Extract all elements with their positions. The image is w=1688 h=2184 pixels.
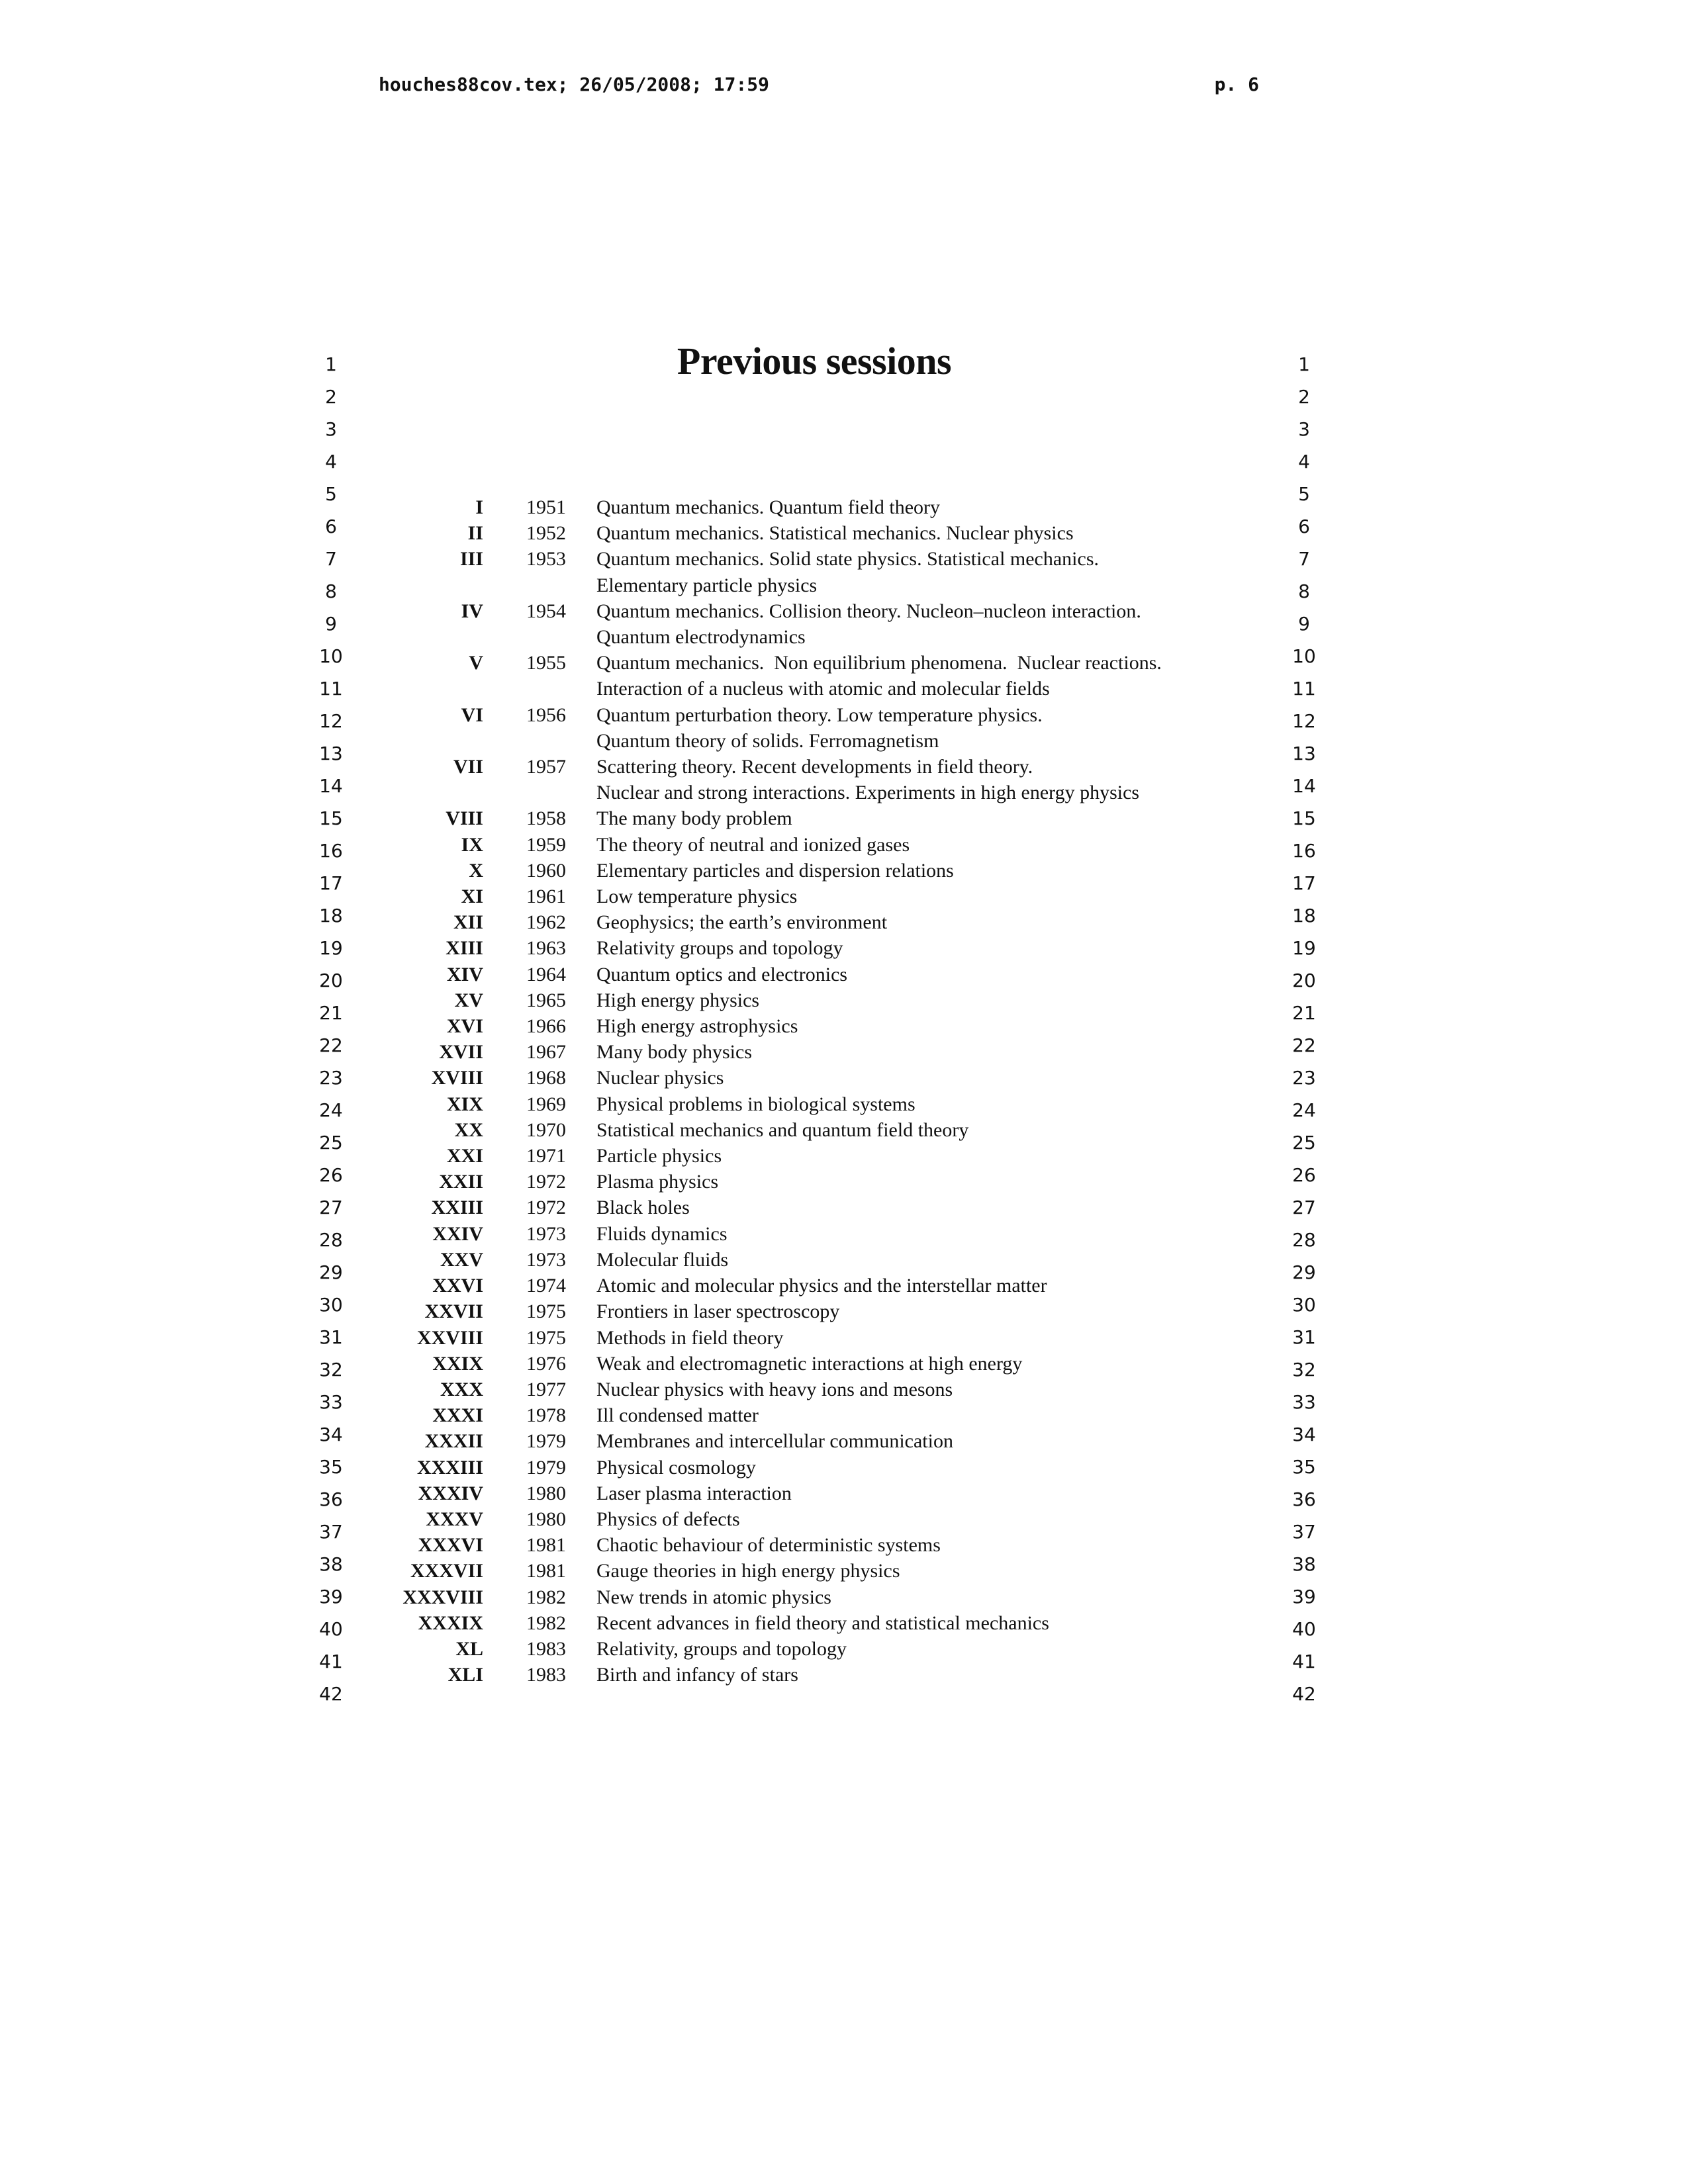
session-number: XXXI [432,1404,483,1427]
session-year: 1968 [526,1067,566,1089]
line-number: 27 [1292,1197,1316,1218]
session-row [371,1506,1271,1532]
line-number: 38 [1292,1553,1316,1575]
session-number: XXVI [432,1275,483,1297]
line-number: 17 [1292,872,1316,894]
session-number [371,728,483,754]
session-row [371,1065,1271,1091]
session-number: XX [454,1118,483,1141]
session-row [371,1117,1271,1143]
line-number: 12 [319,710,343,732]
session-topic: Physical cosmology [596,1456,756,1479]
session-year: 1957 [526,756,566,778]
session-number: VII [453,756,483,778]
line-number: 7 [1298,548,1310,570]
session-number [371,624,483,650]
session-number: XV [454,989,483,1011]
line-number: 10 [1292,645,1316,667]
session-topic: Weak and electromagnetic interactions at high energy [596,1352,1023,1375]
session-year: 1980 [526,1482,566,1504]
session-year: 1956 [526,704,566,726]
session-year: 1979 [526,1430,566,1453]
session-row [371,1247,1271,1273]
session-topic: Relativity groups and topology [596,937,843,960]
line-number: 18 [319,905,343,927]
line-number: 2 [1298,386,1310,408]
session-year: 1961 [526,886,566,908]
session-row [371,1091,1271,1117]
session-topic: The theory of neutral and ionized gases [596,833,910,856]
session-number: XXXVII [410,1560,483,1582]
session-row [371,909,1271,935]
session-number: XIII [445,937,483,960]
session-row [371,1532,1271,1558]
session-row [371,1455,1271,1480]
line-number: 15 [1292,807,1316,829]
session-year: 1955 [526,652,566,674]
line-number: 31 [319,1326,343,1348]
line-number: 14 [319,775,343,797]
line-number: 25 [319,1132,343,1154]
session-year: 1960 [526,859,566,882]
session-topic: Low temperature physics [596,886,798,908]
line-number: 5 [325,483,337,505]
session-number: III [459,548,483,570]
line-number: 13 [319,743,343,764]
session-year: 1969 [526,1093,566,1115]
line-number: 4 [325,451,337,473]
line-number: 24 [319,1099,343,1121]
session-number: IX [461,833,483,856]
line-number: 35 [319,1456,343,1478]
session-number: VIII [445,807,483,830]
session-number: X [469,859,483,882]
session-row [371,884,1271,909]
line-number: 41 [1292,1651,1316,1672]
session-year: 1981 [526,1560,566,1582]
session-year: 1981 [526,1534,566,1557]
line-number: 25 [1292,1132,1316,1154]
page-title: Previous sessions [677,340,952,383]
line-number: 30 [319,1294,343,1316]
session-year: 1979 [526,1456,566,1479]
session-topic: Nuclear physics with heavy ions and mesons [596,1378,953,1400]
session-row [371,572,1271,598]
session-row [371,702,1271,728]
session-year: 1952 [526,522,566,545]
session-number: XXII [439,1171,483,1193]
session-year: 1982 [526,1612,566,1634]
session-topic: Elementary particles and dispersion relations [596,859,954,882]
line-number: 15 [319,807,343,829]
session-number: XXX [440,1378,483,1400]
session-year: 1967 [526,1041,566,1064]
session-row [371,650,1271,676]
line-numbers-left [311,348,351,1710]
session-year: 1982 [526,1586,566,1608]
session-number: XI [461,886,483,908]
session-number: XIX [446,1093,483,1115]
session-number: XXXIII [416,1456,483,1479]
session-topic: Recent advances in field theory and statistical mechanics [596,1612,1049,1634]
session-topic: Atomic and molecular physics and the interstellar matter [596,1275,1047,1297]
line-number: 1 [1298,353,1310,375]
session-topic: Chaotic behaviour of deterministic systems [596,1534,941,1557]
line-number: 7 [325,548,337,570]
line-number: 32 [1292,1359,1316,1381]
session-row [371,805,1271,831]
session-topic: Scattering theory. Recent developments in field theory. [596,756,1033,778]
session-row [371,1558,1271,1584]
session-number: XIV [446,963,483,985]
session-row [371,1039,1271,1065]
line-number: 37 [319,1521,343,1543]
session-number [371,572,483,598]
line-number: 28 [1292,1229,1316,1251]
session-topic: Frontiers in laser spectroscopy [596,1300,840,1323]
session-topic: Molecular fluids [596,1248,729,1271]
session-number: XXXII [424,1430,483,1453]
session-year [483,572,566,598]
line-number: 3 [1298,418,1310,440]
session-row [371,728,1271,754]
session-number: XVI [446,1015,483,1038]
line-number: 24 [1292,1099,1316,1121]
session-year: 1971 [526,1145,566,1167]
session-topic: Quantum mechanics. Solid state physics. Statistical mechanics. [596,548,1100,570]
line-number: 20 [1292,970,1316,991]
session-row [371,858,1271,884]
session-number: XL [455,1637,483,1660]
session-row [371,1221,1271,1247]
line-number: 4 [1298,451,1310,473]
session-topic: Many body physics [596,1041,752,1064]
line-number: 26 [1292,1164,1316,1186]
session-topic: Ill condensed matter [596,1404,759,1427]
session-topic: Statistical mechanics and quantum field theory [596,1118,969,1141]
line-number: 19 [1292,937,1316,959]
line-number: 23 [319,1067,343,1089]
line-number: 22 [1292,1034,1316,1056]
session-number: IV [461,600,483,622]
session-row [371,1143,1271,1169]
session-row [371,598,1271,624]
session-year: 1973 [526,1248,566,1271]
line-number: 9 [325,613,337,635]
session-number: XXXIX [418,1612,483,1634]
line-numbers-right [1284,348,1324,1710]
line-number: 40 [1292,1618,1316,1640]
session-number: XXIV [432,1222,483,1245]
session-row [371,1377,1271,1402]
session-topic: Laser plasma interaction [596,1482,792,1504]
session-topic: Geophysics; the earth’s environment [596,911,888,934]
line-number: 6 [1298,516,1310,537]
session-number [371,676,483,702]
source-file-stamp: houches88cov.tex; 26/05/2008; 17:59 [379,73,770,95]
line-number: 6 [325,516,337,537]
line-number: 38 [319,1553,343,1575]
session-topic: Gauge theories in high energy physics [596,1560,900,1582]
session-year [483,624,566,650]
line-number: 17 [319,872,343,894]
line-number: 31 [1292,1326,1316,1348]
session-topic: High energy astrophysics [596,1015,798,1038]
line-number: 37 [1292,1521,1316,1543]
session-number: XXV [440,1248,483,1271]
session-row [371,494,1271,520]
line-number: 1 [325,353,337,375]
session-row [371,1325,1271,1351]
line-number: 9 [1298,613,1310,635]
session-topic: Plasma physics [596,1171,719,1193]
session-year: 1953 [526,548,566,570]
page-header [379,71,1259,98]
sessions-list [371,494,1271,1688]
session-year: 1962 [526,911,566,934]
session-number: XXI [446,1145,483,1167]
session-year: 1959 [526,833,566,856]
line-number: 27 [319,1197,343,1218]
session-topic: Quantum electrodynamics [596,626,806,649]
line-number: 23 [1292,1067,1316,1089]
session-row [371,520,1271,546]
session-row [371,1584,1271,1610]
session-year: 1951 [526,496,566,518]
session-year [483,676,566,702]
line-number: 40 [319,1618,343,1640]
session-row [371,1195,1271,1220]
line-number: 26 [319,1164,343,1186]
line-number: 35 [1292,1456,1316,1478]
session-topic: Birth and infancy of stars [596,1664,798,1686]
session-number: XVIII [431,1067,483,1089]
session-row [371,624,1271,650]
session-topic: Interaction of a nucleus with atomic and molecular fields [596,678,1050,700]
line-number: 10 [319,645,343,667]
session-row [371,1273,1271,1298]
session-number [371,780,483,805]
line-number: 41 [319,1651,343,1672]
session-number: I [475,496,483,518]
session-year: 1973 [526,1222,566,1245]
line-number: 2 [325,386,337,408]
session-year [483,780,566,805]
session-topic: Elementary particle physics [596,574,818,596]
line-number: 8 [1298,580,1310,602]
session-row [371,1662,1271,1688]
session-number: XXXV [426,1508,483,1530]
session-topic: Quantum theory of solids. Ferromagnetism [596,729,939,752]
line-number: 34 [1292,1424,1316,1445]
session-topic: Particle physics [596,1145,722,1167]
session-row [371,962,1271,987]
line-number: 36 [1292,1488,1316,1510]
line-number: 21 [1292,1002,1316,1024]
session-year: 1983 [526,1664,566,1686]
session-year: 1972 [526,1197,566,1219]
line-number: 11 [319,678,343,700]
session-row [371,832,1271,858]
session-topic: Methods in field theory [596,1326,784,1349]
session-year: 1958 [526,807,566,830]
session-number: II [467,522,483,545]
line-number: 20 [319,970,343,991]
line-number: 42 [1292,1683,1316,1705]
session-number: XXVIII [416,1326,483,1349]
session-topic: Quantum mechanics. Collision theory. Nucleon–nucleon interaction. [596,600,1141,622]
session-topic: Black holes [596,1197,690,1219]
session-year: 1972 [526,1171,566,1193]
line-number: 39 [319,1586,343,1608]
session-row [371,1402,1271,1428]
session-row [371,935,1271,961]
session-number: XXXIV [418,1482,483,1504]
session-year: 1974 [526,1275,566,1297]
session-year: 1965 [526,989,566,1011]
session-year: 1980 [526,1508,566,1530]
session-topic: Membranes and intercellular communication [596,1430,953,1453]
line-number: 36 [319,1488,343,1510]
session-year: 1976 [526,1352,566,1375]
line-number: 14 [1292,775,1316,797]
session-row [371,987,1271,1013]
session-topic: Relativity, groups and topology [596,1637,847,1660]
session-topic: Quantum mechanics. Quantum field theory [596,496,941,518]
session-number: V [469,652,483,674]
session-topic: Physical problems in biological systems [596,1093,915,1115]
line-number: 39 [1292,1586,1316,1608]
session-topic: Physics of defects [596,1508,740,1530]
session-row [371,1169,1271,1195]
session-row [371,1428,1271,1454]
session-topic: Fluids dynamics [596,1222,727,1245]
session-topic: High energy physics [596,989,760,1011]
session-row [371,546,1271,572]
session-topic: New trends in atomic physics [596,1586,831,1608]
line-number: 19 [319,937,343,959]
session-topic: Nuclear and strong interactions. Experiments in high energy physics [596,782,1140,804]
line-number: 33 [1292,1391,1316,1413]
line-number: 3 [325,418,337,440]
line-number: 33 [319,1391,343,1413]
line-number: 22 [319,1034,343,1056]
line-number: 29 [319,1261,343,1283]
session-number: XII [453,911,483,934]
session-year: 1963 [526,937,566,960]
session-row [371,780,1271,805]
line-number: 21 [319,1002,343,1024]
session-year: 1954 [526,600,566,622]
session-topic: Quantum optics and electronics [596,963,848,985]
session-number: XVII [439,1041,483,1064]
session-topic: The many body problem [596,807,792,830]
session-year: 1975 [526,1300,566,1323]
session-topic: Nuclear physics [596,1067,724,1089]
line-number: 30 [1292,1294,1316,1316]
session-number: XXXVI [418,1534,483,1557]
session-row [371,1480,1271,1506]
session-year [483,728,566,754]
session-number: XLI [447,1664,483,1686]
session-year: 1966 [526,1015,566,1038]
session-number: XXVII [424,1300,483,1323]
session-row [371,1351,1271,1377]
session-year: 1977 [526,1378,566,1400]
line-number: 16 [319,840,343,862]
session-year: 1970 [526,1118,566,1141]
line-number: 32 [319,1359,343,1381]
session-number: VI [461,704,483,726]
session-year: 1964 [526,963,566,985]
line-number: 11 [1292,678,1316,700]
line-number: 12 [1292,710,1316,732]
page-number: p. 6 [1214,73,1259,95]
session-year: 1983 [526,1637,566,1660]
session-row [371,1636,1271,1662]
session-row [371,754,1271,780]
session-row [371,1013,1271,1039]
line-number: 16 [1292,840,1316,862]
session-row [371,1610,1271,1636]
session-topic: Quantum perturbation theory. Low temperature physics. [596,704,1043,726]
session-topic: Quantum mechanics. Non equilibrium phenomena. Nuclear reactions. [596,652,1162,674]
line-number: 5 [1298,483,1310,505]
line-number: 29 [1292,1261,1316,1283]
session-topic: Quantum mechanics. Statistical mechanics. Nuclear physics [596,522,1074,545]
session-number: XXIII [431,1197,483,1219]
line-number: 13 [1292,743,1316,764]
session-number: XXIX [432,1352,483,1375]
line-number: 8 [325,580,337,602]
session-year: 1975 [526,1326,566,1349]
line-number: 18 [1292,905,1316,927]
line-number: 34 [319,1424,343,1445]
line-number: 42 [319,1683,343,1705]
session-row [371,1298,1271,1324]
line-number: 28 [319,1229,343,1251]
session-number: XXXVIII [402,1586,483,1608]
session-year: 1978 [526,1404,566,1427]
session-row [371,676,1271,702]
